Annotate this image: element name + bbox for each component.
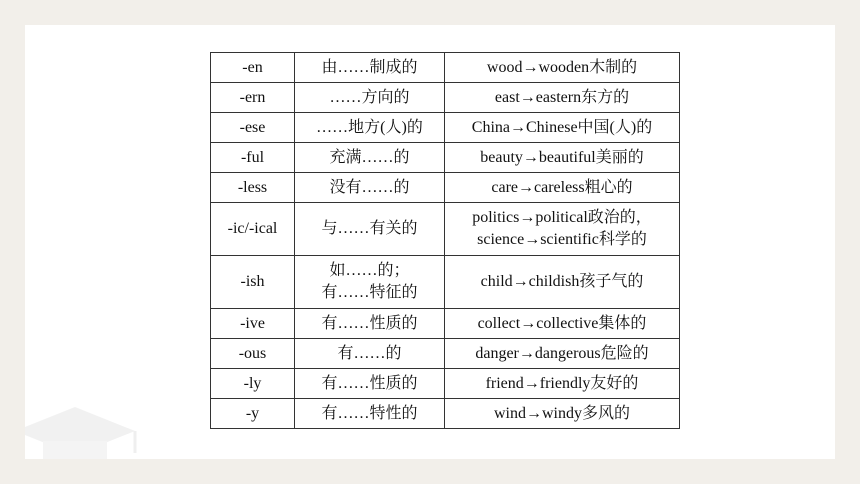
example-cell <box>445 143 680 173</box>
table-body <box>211 53 680 429</box>
example-cell <box>445 203 680 256</box>
example-cell <box>445 53 680 83</box>
table-row <box>211 309 680 339</box>
table-row <box>211 143 680 173</box>
table-row <box>211 173 680 203</box>
example-cell-line: collect→collective集体的 <box>477 314 647 332</box>
table-row <box>211 113 680 143</box>
suffix-cell: -ese <box>211 113 295 143</box>
example-cell <box>445 256 680 309</box>
table-row <box>211 369 680 399</box>
example-cell <box>445 83 680 113</box>
table-row <box>211 339 680 369</box>
table-row <box>211 83 680 113</box>
suffix-cell: -en <box>211 53 295 83</box>
meaning-cell <box>295 203 445 256</box>
graduation-cap-icon <box>25 369 175 459</box>
meaning-cell-line: ……方向的 <box>329 88 410 106</box>
table-row <box>211 203 680 256</box>
meaning-cell-line: 有……性质的 <box>321 374 418 392</box>
example-cell <box>445 309 680 339</box>
example-cell-line: politics→political政治的， <box>472 209 652 226</box>
example-cell-line: China→Chinese中国(人)的 <box>471 118 653 136</box>
meaning-cell <box>295 309 445 339</box>
meaning-cell-line: 没有……的 <box>329 178 410 196</box>
slide <box>25 25 835 459</box>
meaning-cell <box>295 369 445 399</box>
suffix-table <box>210 52 680 429</box>
example-cell <box>445 173 680 203</box>
example-cell <box>445 113 680 143</box>
suffix-cell: -ful <box>211 143 295 173</box>
example-cell <box>445 339 680 369</box>
suffix-cell: -ly <box>211 369 295 399</box>
example-cell-line: care→careless粗心的 <box>491 178 633 196</box>
table-row <box>211 53 680 83</box>
meaning-cell <box>295 83 445 113</box>
meaning-cell <box>295 339 445 369</box>
example-cell-line: danger→dangerous危险的 <box>475 344 649 362</box>
example-cell-line: child→childish孩子气的 <box>480 273 644 290</box>
meaning-cell-line: 有……性质的 <box>321 314 418 332</box>
meaning-cell-line: 有……特性的 <box>321 404 418 422</box>
example-cell <box>445 399 680 429</box>
meaning-cell <box>295 399 445 429</box>
suffix-cell: -ern <box>211 83 295 113</box>
table-row <box>211 256 680 309</box>
meaning-cell <box>295 256 445 309</box>
example-cell-line: science→scientific科学的 <box>477 231 647 248</box>
meaning-cell-line: 充满……的 <box>329 148 410 166</box>
meaning-cell <box>295 143 445 173</box>
suffix-cell: -ive <box>211 309 295 339</box>
suffix-cell: -ish <box>211 256 295 309</box>
example-cell-line: beauty→beautiful美丽的 <box>480 148 644 166</box>
meaning-cell <box>295 173 445 203</box>
example-cell <box>445 369 680 399</box>
meaning-cell <box>295 53 445 83</box>
example-cell-line: east→eastern东方的 <box>494 88 630 106</box>
meaning-cell-line: 如……的； <box>329 262 410 279</box>
meaning-cell-line: 有……特征的 <box>321 284 418 301</box>
suffix-cell: -less <box>211 173 295 203</box>
suffix-cell: -ous <box>211 339 295 369</box>
example-cell-line: friend→friendly友好的 <box>485 374 639 392</box>
suffix-cell: -y <box>211 399 295 429</box>
meaning-cell-line: 由……制成的 <box>321 58 418 76</box>
meaning-cell-line: ……地方(人)的 <box>316 118 423 136</box>
table-row <box>211 399 680 429</box>
meaning-cell-line: 与……有关的 <box>321 220 418 237</box>
example-cell-line: wood→wooden木制的 <box>486 58 638 76</box>
meaning-cell <box>295 113 445 143</box>
meaning-cell-line: 有……的 <box>337 344 402 362</box>
example-cell-line: wind→windy多风的 <box>493 404 630 422</box>
suffix-cell: -ic/-ical <box>211 203 295 256</box>
